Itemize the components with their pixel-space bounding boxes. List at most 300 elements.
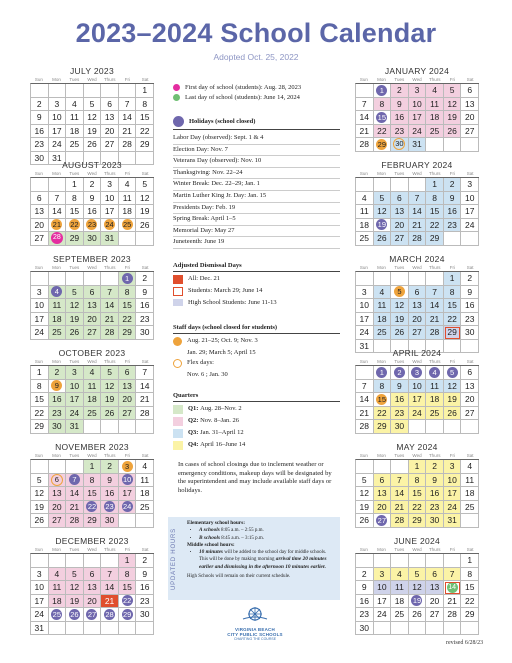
holiday-item: Martin Luther King Jr. Day: Jan. 15 [173, 191, 340, 203]
day-cell: 18 [356, 219, 374, 233]
day-cell: 23 [49, 407, 67, 421]
day-cell: 30 [101, 514, 119, 528]
day-cell: 25 [84, 407, 102, 421]
weekday-header [355, 358, 479, 365]
logo-line-2: CITY PUBLIC SCHOOLS [227, 632, 283, 637]
updated-hours-box [168, 517, 340, 600]
day-cell: 6 [461, 84, 479, 98]
day-cell: 20 [409, 313, 427, 327]
day-cell: 17 [461, 205, 479, 219]
empty-cell [66, 84, 84, 98]
day-cell: 9 [136, 568, 154, 582]
weekday-label: Fri [449, 171, 456, 176]
weekday-header [30, 264, 154, 271]
weekday-label: Mon [377, 77, 386, 82]
day-grid [355, 365, 479, 434]
day-cell: 8 [444, 286, 462, 300]
weekday-label: Tues [394, 171, 405, 176]
empty-cell [461, 232, 479, 246]
last-day-text: Last day of school (students): June 14, 2024 [185, 94, 300, 101]
weekday-label: Thurs [103, 171, 116, 176]
empty-cell [426, 622, 444, 636]
day-cell: 1 [409, 460, 427, 474]
empty-cell [49, 272, 67, 286]
weekday-label: Wed [87, 265, 97, 270]
day-cell: 14 [409, 205, 427, 219]
day-cell: 6 [426, 568, 444, 582]
flex-dates: Nov. 6 ; Jan. 30 [187, 371, 228, 378]
adjusted-high-row [173, 299, 340, 306]
weekday-label: Fri [449, 547, 456, 552]
day-cell: 8 [119, 568, 137, 582]
day-cell: 2 [31, 98, 49, 112]
month-name: JULY 2023 [70, 66, 114, 76]
day-cell: 29 [31, 420, 49, 434]
weekday-header [355, 76, 479, 83]
day-cell: 26 [374, 232, 392, 246]
day-cell: 22 [119, 595, 137, 609]
day-cell: 10 [409, 380, 427, 394]
weekday-label: Sat [466, 77, 474, 82]
day-cell: 6 [374, 474, 392, 488]
weekday-label: Wed [87, 453, 97, 458]
day-cell: 24 [356, 326, 374, 340]
empty-cell [409, 178, 427, 192]
day-cell: 9 [461, 286, 479, 300]
day-grid [355, 177, 479, 246]
day-cell: 9 [136, 286, 154, 300]
month-december-2023 [30, 536, 154, 635]
day-cell: 2 [391, 84, 409, 98]
weekday-label: Sat [141, 265, 149, 270]
day-cell: 18 [136, 487, 154, 501]
weekday-label: Thurs [428, 453, 441, 458]
day-cell: 6 [391, 192, 409, 206]
day-cell: 12 [444, 380, 462, 394]
day-cell: 14 [444, 581, 462, 595]
day-cell: 8 [374, 98, 392, 112]
empty-cell [426, 554, 444, 568]
day-cell: 15 [426, 205, 444, 219]
day-cell: 11 [374, 299, 392, 313]
day-cell: 1 [31, 366, 49, 380]
q3-swatch [173, 429, 183, 438]
red-box-icon [173, 275, 183, 284]
weekday-label: Tues [394, 359, 405, 364]
staff-days-section [173, 324, 340, 378]
weekday-label: Sat [466, 359, 474, 364]
holidays-section [173, 116, 340, 249]
month-january-2024 [355, 66, 479, 152]
day-cell: 6 [31, 192, 49, 206]
day-cell: 8 [119, 286, 137, 300]
empty-cell [49, 460, 67, 474]
day-cell: 13 [391, 205, 409, 219]
day-cell: 25 [374, 326, 392, 340]
empty-cell [444, 554, 462, 568]
day-cell: 15 [409, 487, 427, 501]
day-cell: 9 [356, 581, 374, 595]
day-cell: 9 [31, 111, 49, 125]
weekday-label: Mon [52, 453, 61, 458]
day-cell: 24 [444, 501, 462, 515]
weekday-label: Mon [52, 265, 61, 270]
day-cell: 21 [356, 407, 374, 421]
q4-row [173, 441, 340, 450]
weekday-label: Sun [34, 77, 43, 82]
day-cell: 9 [391, 98, 409, 112]
empty-cell [84, 84, 102, 98]
day-cell: 4 [461, 460, 479, 474]
day-cell: 7 [391, 474, 409, 488]
weekday-label: Fri [124, 77, 131, 82]
empty-cell [31, 460, 49, 474]
staff-title: Staff days (school closed for students) [173, 324, 278, 331]
q2-swatch [173, 417, 183, 426]
empty-cell [374, 272, 392, 286]
day-cell: 24 [374, 608, 392, 622]
day-cell: 26 [31, 514, 49, 528]
empty-cell [119, 622, 137, 636]
day-cell: 2 [101, 460, 119, 474]
day-cell: 18 [426, 393, 444, 407]
day-cell: 10 [356, 299, 374, 313]
day-cell: 4 [426, 84, 444, 98]
empty-cell [374, 178, 392, 192]
adjusted-students-text: Students: March 29; June 14 [188, 287, 263, 294]
day-cell: 23 [136, 595, 154, 609]
day-cell: 22 [84, 501, 102, 515]
day-grid [30, 365, 154, 434]
day-cell: 13 [84, 581, 102, 595]
empty-cell [356, 178, 374, 192]
day-cell: 7 [66, 474, 84, 488]
day-cell: 17 [409, 111, 427, 125]
empty-cell [426, 420, 444, 434]
day-cell: 16 [356, 595, 374, 609]
day-cell: 4 [374, 286, 392, 300]
empty-cell [84, 420, 102, 434]
day-cell: 30 [31, 152, 49, 166]
weekday-label: Fri [449, 359, 456, 364]
weekday-label: Sun [34, 453, 43, 458]
adjusted-heading [173, 262, 340, 272]
day-cell: 16 [49, 393, 67, 407]
day-cell: 19 [66, 313, 84, 327]
day-cell: 18 [66, 125, 84, 139]
day-cell: 2 [461, 272, 479, 286]
flex-row [173, 359, 340, 368]
holidays-title: Holidays (school closed) [189, 118, 256, 125]
day-cell: 25 [391, 608, 409, 622]
q1-label: Q1: [188, 405, 199, 412]
weekday-label: Mon [377, 171, 386, 176]
day-cell: 7 [136, 366, 154, 380]
holiday-dot-icon [173, 116, 184, 127]
weekday-header [30, 452, 154, 459]
staff-dates-1: Aug. 21–25; Oct. 9; Nov. 3 [187, 337, 258, 344]
inclement-weather-note: In cases of school closings due to inclement weather or emergency conditions, makeup days will be designated by the superintendent and may include available staff days or holidays. [178, 461, 332, 494]
day-cell: 4 [426, 366, 444, 380]
day-cell: 25 [426, 125, 444, 139]
empty-cell [409, 420, 427, 434]
day-cell: 21 [391, 501, 409, 515]
day-cell: 25 [49, 608, 67, 622]
day-cell: 29 [426, 232, 444, 246]
day-cell: 11 [391, 581, 409, 595]
day-cell: 3 [31, 568, 49, 582]
revised-date: revised 6/28/23 [446, 640, 484, 646]
adjusted-all-text: All: Dec. 21 [188, 275, 220, 282]
day-grid [355, 553, 479, 635]
logo-line-1: VIRGINIA BEACH [235, 627, 275, 632]
holiday-item: Juneteenth: June 19 [173, 237, 340, 249]
day-cell: 28 [49, 232, 67, 246]
day-cell: 20 [49, 501, 67, 515]
weekday-label: Mon [52, 77, 61, 82]
day-cell: 29 [119, 608, 137, 622]
empty-cell [409, 622, 427, 636]
weekday-label: Sun [34, 359, 43, 364]
day-cell: 9 [444, 192, 462, 206]
adopted-date: Adopted Oct. 25, 2022 [213, 52, 299, 62]
day-cell: 21 [101, 313, 119, 327]
empty-cell [461, 622, 479, 636]
day-cell: 29 [409, 514, 427, 528]
empty-cell [119, 232, 137, 246]
day-cell: 29 [136, 138, 154, 152]
month-name: AUGUST 2023 [62, 160, 122, 170]
weekday-label: Fri [449, 453, 456, 458]
day-cell: 14 [101, 299, 119, 313]
weekday-label: Wed [87, 171, 97, 176]
day-cell: 18 [49, 313, 67, 327]
middle-bold-2: arrival time 20 minutes earlier and dismissing in the afternoon 10 minutes earlier. [199, 556, 327, 570]
empty-cell [444, 138, 462, 152]
day-cell: 11 [461, 474, 479, 488]
weekday-label: Tues [394, 547, 405, 552]
q4-swatch [173, 441, 183, 450]
weekday-label: Wed [412, 265, 422, 270]
month-february-2024 [355, 160, 479, 246]
empty-cell [426, 138, 444, 152]
day-cell: 9 [49, 380, 67, 394]
day-cell: 24 [119, 501, 137, 515]
day-cell: 7 [101, 286, 119, 300]
ship-wheel-icon [240, 606, 270, 622]
day-cell: 31 [31, 622, 49, 636]
empty-cell [84, 272, 102, 286]
day-cell: 26 [444, 125, 462, 139]
day-cell: 4 [49, 568, 67, 582]
day-cell: 22 [426, 219, 444, 233]
day-cell: 14 [119, 111, 137, 125]
day-cell: 30 [136, 326, 154, 340]
q1-swatch [173, 405, 183, 414]
day-cell: 5 [409, 568, 427, 582]
day-cell: 27 [101, 138, 119, 152]
day-cell: 11 [136, 474, 154, 488]
weekday-header [30, 170, 154, 177]
day-cell: 9 [101, 474, 119, 488]
day-cell: 2 [426, 460, 444, 474]
high-school-note: High Schools will remain on their current schedule. [187, 574, 291, 580]
q4-dates: April 16–June 14 [200, 441, 246, 448]
empty-cell [461, 420, 479, 434]
month-october-2023 [30, 348, 154, 434]
day-cell: 15 [461, 581, 479, 595]
day-cell: 2 [49, 366, 67, 380]
day-cell: 24 [31, 608, 49, 622]
day-cell: 21 [426, 313, 444, 327]
a-schools-label: A schools [199, 527, 220, 534]
middle-title: Middle school hours: [187, 541, 235, 548]
day-cell: 21 [136, 393, 154, 407]
empty-cell [374, 554, 392, 568]
weekday-label: Thurs [103, 359, 116, 364]
day-cell: 11 [84, 380, 102, 394]
adjusted-title: Adjusted Dismissal Days [173, 262, 242, 269]
day-cell: 29 [66, 232, 84, 246]
day-cell: 21 [49, 219, 67, 233]
weekday-label: Sat [466, 453, 474, 458]
weekday-label: Sat [141, 171, 149, 176]
day-cell: 6 [84, 568, 102, 582]
quarters-heading [173, 392, 340, 402]
empty-cell [374, 460, 392, 474]
q1-row [173, 405, 340, 414]
day-cell: 7 [101, 568, 119, 582]
day-cell: 26 [66, 326, 84, 340]
weekday-label: Sun [359, 547, 368, 552]
updated-hours-label [167, 517, 181, 600]
day-cell: 26 [444, 407, 462, 421]
holiday-item: Veterans Day (observed): Nov. 10 [173, 156, 340, 168]
day-cell: 4 [49, 286, 67, 300]
day-grid [355, 83, 479, 152]
holiday-item: Election Day: Nov. 7 [173, 145, 340, 157]
month-name: OCTOBER 2023 [58, 348, 126, 358]
day-cell: 10 [66, 380, 84, 394]
day-cell: 4 [66, 98, 84, 112]
holiday-item: Winter Break: Dec. 22–29; Jan. 1 [173, 179, 340, 191]
orange-dot-icon [173, 337, 182, 346]
month-april-2024 [355, 348, 479, 434]
day-cell: 12 [136, 192, 154, 206]
empty-cell [31, 84, 49, 98]
day-cell: 4 [136, 460, 154, 474]
day-cell: 30 [356, 622, 374, 636]
weekday-label: Wed [412, 453, 422, 458]
day-cell: 14 [136, 380, 154, 394]
day-cell: 8 [461, 568, 479, 582]
day-cell: 22 [31, 407, 49, 421]
day-cell: 21 [356, 125, 374, 139]
empty-cell [101, 84, 119, 98]
month-july-2023 [30, 66, 154, 165]
day-cell: 29 [84, 514, 102, 528]
weekday-label: Sat [466, 265, 474, 270]
day-cell: 7 [49, 192, 67, 206]
day-cell: 28 [101, 608, 119, 622]
q2-row [173, 417, 340, 426]
empty-cell [391, 622, 409, 636]
day-cell: 25 [136, 501, 154, 515]
weekday-label: Fri [449, 265, 456, 270]
weekday-label: Tues [69, 453, 80, 458]
empty-cell [391, 554, 409, 568]
day-cell: 23 [391, 407, 409, 421]
day-cell: 6 [409, 286, 427, 300]
b-schools-item [199, 535, 335, 542]
day-cell: 10 [31, 581, 49, 595]
adjusted-high-text: High School Students: June 11-13 [188, 299, 277, 306]
empty-cell [409, 272, 427, 286]
day-cell: 15 [84, 487, 102, 501]
empty-cell [444, 420, 462, 434]
month-name: APRIL 2024 [392, 348, 442, 358]
day-cell: 3 [66, 366, 84, 380]
day-cell: 3 [444, 460, 462, 474]
day-cell: 28 [119, 138, 137, 152]
day-cell: 10 [409, 98, 427, 112]
month-name: JUNE 2024 [393, 536, 441, 546]
day-cell: 28 [101, 326, 119, 340]
day-cell: 19 [409, 595, 427, 609]
day-cell: 15 [444, 299, 462, 313]
weekday-label: Mon [52, 171, 61, 176]
day-cell: 4 [84, 366, 102, 380]
weekday-label: Thurs [428, 77, 441, 82]
day-cell: 18 [426, 111, 444, 125]
weekday-label: Mon [52, 547, 61, 552]
day-cell: 14 [391, 487, 409, 501]
day-cell: 18 [119, 205, 137, 219]
day-cell: 30 [426, 514, 444, 528]
weekday-header [355, 546, 479, 553]
day-cell: 17 [101, 205, 119, 219]
empty-cell [356, 272, 374, 286]
weekday-label: Sun [34, 265, 43, 270]
day-cell: 27 [426, 608, 444, 622]
day-cell: 28 [66, 514, 84, 528]
a-schools-item [199, 527, 335, 534]
day-cell: 31 [356, 340, 374, 354]
day-cell: 3 [119, 460, 137, 474]
weekday-label: Mon [377, 265, 386, 270]
a-schools-hours: 8:05 a.m. – 2:55 p.m. [221, 528, 264, 534]
empty-cell [356, 84, 374, 98]
day-cell: 25 [356, 232, 374, 246]
day-cell: 18 [461, 487, 479, 501]
day-cell: 11 [426, 98, 444, 112]
day-cell: 11 [119, 192, 137, 206]
empty-cell [49, 178, 67, 192]
day-cell: 16 [391, 111, 409, 125]
day-cell: 21 [66, 501, 84, 515]
day-cell: 30 [461, 326, 479, 340]
empty-cell [136, 420, 154, 434]
weekday-label: Sun [359, 359, 368, 364]
day-cell: 10 [374, 581, 392, 595]
day-cell: 19 [374, 219, 392, 233]
holiday-item: Presidents Day: Feb. 19 [173, 203, 340, 215]
weekday-header [30, 76, 154, 83]
day-grid [30, 177, 154, 246]
day-cell: 1 [374, 366, 392, 380]
weekday-label: Fri [449, 77, 456, 82]
day-cell: 24 [409, 407, 427, 421]
